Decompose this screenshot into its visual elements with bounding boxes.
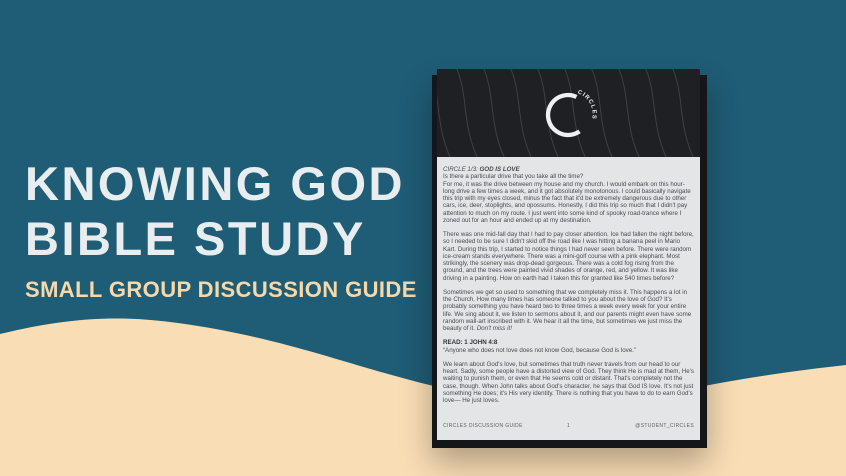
intro-question: Is there a particular drive that you take all the time? <box>443 173 584 181</box>
page-subtitle: SMALL GROUP DISCUSSION GUIDE <box>25 277 417 302</box>
paragraph-1: For me, it was the drive between my house and my church. I would embark on this hour-long drive a few times a week, and it got absolutely monotonous. I could basically navigate this trip with my eyes closed, minus the fact that it'd be extremely dangerous due to other cars, ice, deer, stoplights, and opossums. Honestly, I did this trip so much that I didn't pay attention to much on my route. I just went into some kind of spooky road-trance where I zoned out for an hour and ended up at my destination. <box>443 180 691 224</box>
title-line-2: BIBLE STUDY <box>25 212 366 265</box>
section-title: GOD IS LOVE <box>479 166 520 173</box>
section-label: CIRCLE 1/3: <box>443 166 480 173</box>
footer-right: @STUDENT_CIRCLES <box>635 423 695 429</box>
circles-logo-label: CIRCLES <box>576 89 597 121</box>
title-line-1: KNOWING GOD <box>25 157 405 210</box>
document-footer <box>443 423 694 429</box>
paragraph-3-text: Sometimes we get so used to something that we completely miss it. This happens a lot in the Church. How many times has someone talked to you about the love of God? It's probably something you have heard two to three times a week every week for your entire life. We sing about it, we listen to sermons about it, and our parents might even have some random wall-art inscribed with it. We hear it all the time, but sometimes we just miss the beauty of it. <box>443 288 692 332</box>
discussion-guide-page <box>437 69 700 440</box>
document-body <box>437 157 700 404</box>
hero-text-block <box>25 156 417 303</box>
read-heading: READ: 1 JOHN 4:8 <box>443 339 498 347</box>
document-header <box>437 69 700 157</box>
paragraph-4: We learn about God's love, but sometimes that truth never travels from our head to our heart. Sadly, some people have a distorted view of God. They think He is mad at them, He's waiting to punish them, or even that He seems cold or distant. That's completely not the case, though. When John talks about God's character, he says that God IS love. It's not just something He does; it's His very identity. There is nothing that you have to do to earn God's love— He just loves. <box>443 360 694 404</box>
verse-quote: “Anyone who does not love does not know God, because God is love.” <box>443 346 636 354</box>
page-number: 1 <box>566 423 571 429</box>
footer-left: CIRCLES DISCUSSION GUIDE <box>443 423 523 429</box>
paragraph-3-emphasis: Don't miss it! <box>476 325 512 332</box>
paragraph-3 <box>443 289 694 333</box>
header-art <box>437 69 700 157</box>
paragraph-2: There was one mid-fall day that I had to pay closer attention. Ice had fallen the night before, so I needed to be sure I didn't skid off the road like I was hitting a banana peel in Mario Kart. During this trip, I started to notice things I had never seen before. There were random ice-cream stands everywhere. There was a mini-golf course with a pink elephant. Most strikingly, the scenery was drop-dead gorgeous. There was a cold fog rising from the ground, and the trees were painted vivid shades of orange, red, and yellow. It was like driving in a painting. How on earth had I taken this for granted like 540 times before? <box>443 231 694 282</box>
page-title <box>25 156 417 266</box>
section-heading <box>443 166 694 173</box>
